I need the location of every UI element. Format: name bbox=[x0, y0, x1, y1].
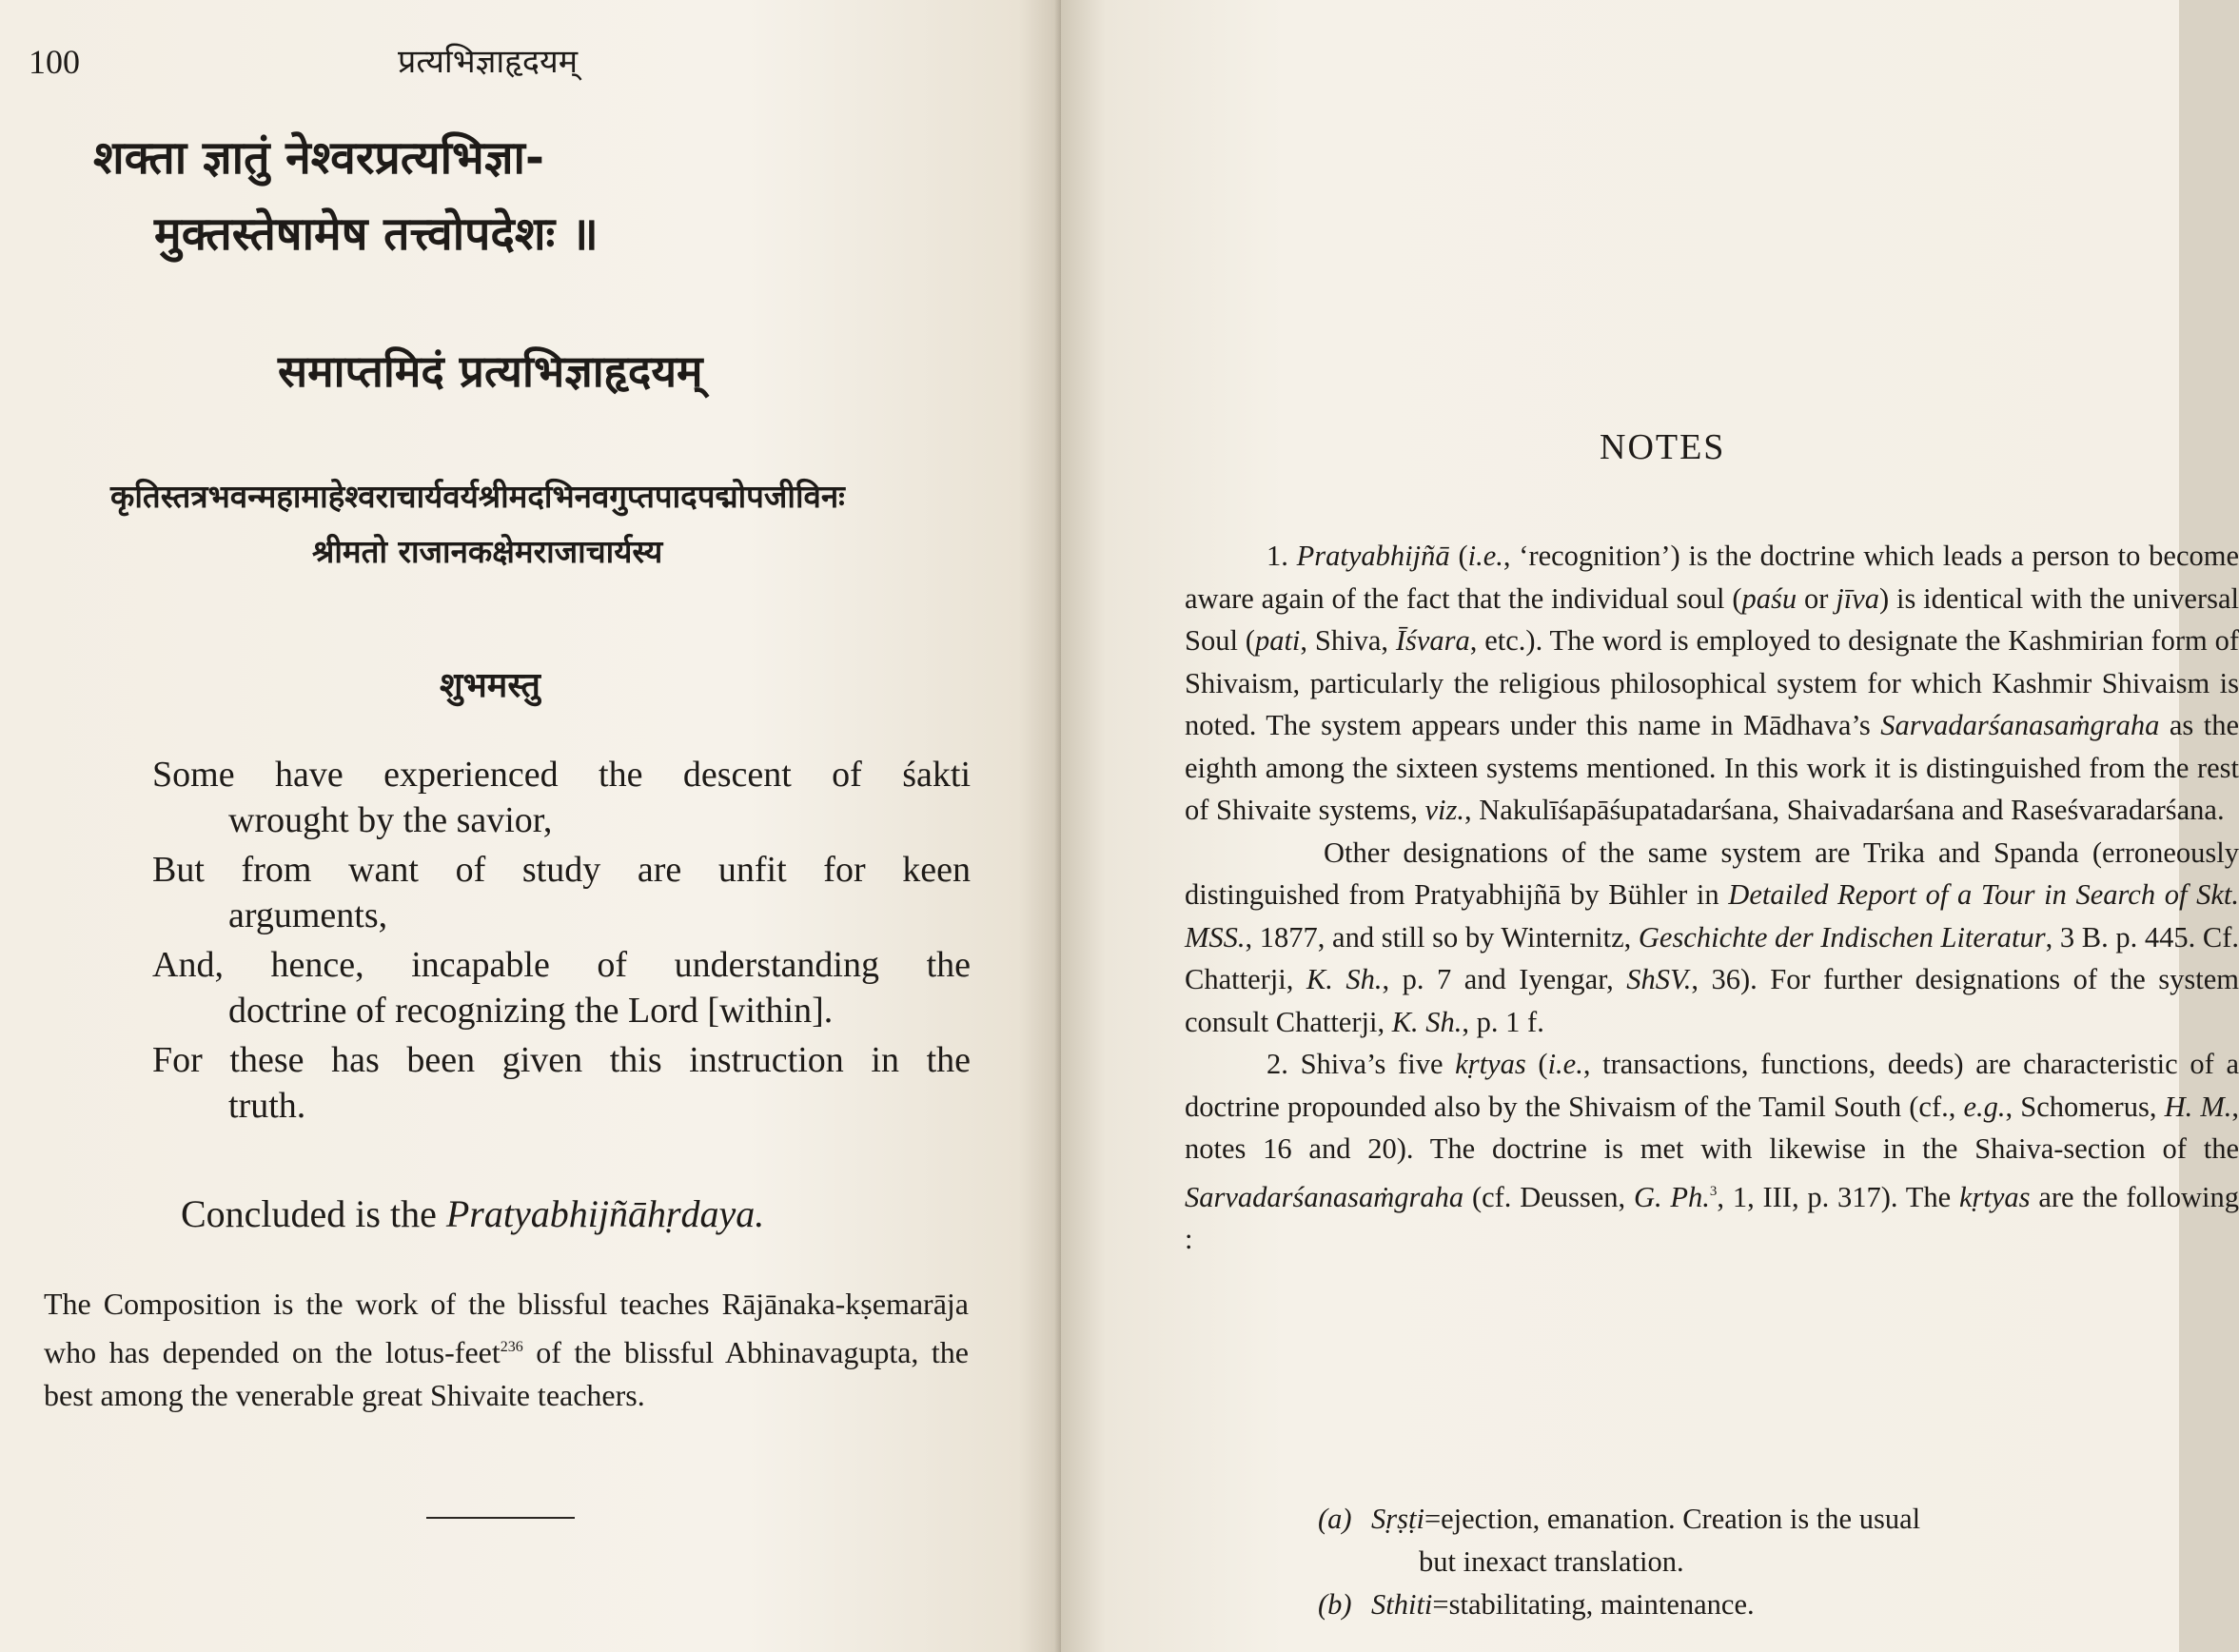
list-label bbox=[1318, 1498, 1371, 1541]
concluded-prefix: Concluded is the bbox=[181, 1192, 446, 1235]
verse-line: Some have experienced the descent of śakti bbox=[152, 755, 971, 795]
verse-line-continuation: truth. bbox=[228, 1086, 306, 1126]
note-text-italic: pati bbox=[1254, 624, 1301, 657]
note-text-italic: G. Ph. bbox=[1633, 1180, 1710, 1213]
list-term: Sṛṣṭi bbox=[1371, 1503, 1424, 1535]
left-page bbox=[0, 0, 1061, 1652]
list-label-text: (b) bbox=[1318, 1588, 1352, 1621]
note-text-italic: jīva bbox=[1836, 581, 1879, 615]
note-text-italic: kṛtyas bbox=[1455, 1048, 1526, 1080]
note-text: ) is identical with the universal Soul ( bbox=[1185, 581, 2239, 657]
note-text-italic: ShSV. bbox=[1626, 963, 1692, 995]
note-text: Shiva’s five bbox=[1300, 1048, 1456, 1080]
note-text-italic: Geschichte der Indischen Literatur bbox=[1638, 920, 2046, 954]
note-text-italic: Pratyabhijñā bbox=[1296, 540, 1450, 572]
note-text: , Nakulīśapāśupatadarśana, Shaivadarśana and Raseśvaradarśana. bbox=[1463, 794, 2225, 826]
verse-stanza bbox=[152, 847, 971, 938]
note-text: , 1877, and still so by Winternitz, bbox=[1245, 920, 1639, 954]
note-text-italic: K. Sh. bbox=[1306, 963, 1383, 995]
list-item bbox=[1318, 1498, 2231, 1583]
note-text: , 1, III, p. 317). The bbox=[1717, 1180, 1959, 1213]
list-description: =stabilitating, maintenance. bbox=[1432, 1588, 1755, 1621]
verse-line: For these has been given this instruction in the bbox=[152, 1040, 971, 1080]
note-text: , ‘recognition’) is the doctrine which leads a person to become aware again of the fact that the individual soul ( bbox=[1185, 540, 2239, 615]
verse-stanza bbox=[152, 752, 971, 843]
note-text-italic: paśu bbox=[1741, 581, 1797, 615]
list-label-text: (a) bbox=[1318, 1503, 1352, 1535]
note-2 bbox=[1185, 1043, 2239, 1261]
note-text: , notes 16 and 20). The doctrine is met with likewise in the Shaiva-section of the bbox=[1185, 1090, 2239, 1165]
note-reference[interactable]: 236 bbox=[500, 1339, 523, 1355]
note-text-italic: i.e. bbox=[1547, 1048, 1583, 1080]
translated-verse bbox=[152, 752, 971, 1129]
verse-stanza bbox=[152, 942, 971, 1033]
list-term: Sthiti bbox=[1371, 1588, 1433, 1621]
verse-line-continuation: arguments, bbox=[228, 895, 388, 935]
note-text-italic: viz. bbox=[1424, 794, 1464, 826]
note-text: , 36). For further designations of the system consult Chatterji, bbox=[1185, 963, 2239, 1038]
page-number: 100 bbox=[29, 43, 80, 81]
translation-text: of the blissful Abhinavagupta, the best among the venerable great Shivaite teachers. bbox=[44, 1335, 970, 1412]
note-1-continued bbox=[1185, 832, 2239, 1044]
note-text-italic: K. Sh. bbox=[1391, 1005, 1463, 1038]
verse-line: But from want of study are unfit for keen bbox=[152, 850, 971, 890]
list-item bbox=[1318, 1583, 2231, 1626]
note-text: as the eighth among the sixteen systems mentioned. In this work it is distinguished from the rest of Shivaite systems, bbox=[1185, 709, 2239, 826]
note-text-italic: Sarvadarśanasaṁgraha bbox=[1880, 709, 2160, 741]
edition-superscript: 3 bbox=[1709, 1183, 1718, 1199]
note-number: 2. bbox=[1267, 1048, 1301, 1080]
notes-body bbox=[1185, 535, 2239, 1261]
note-text: , p. 7 and Iyengar, bbox=[1382, 963, 1627, 995]
note-text: (cf. Deussen, bbox=[1463, 1180, 1634, 1213]
list-description-continuation: but inexact translation. bbox=[1419, 1545, 1684, 1578]
colophon-line-1: कृतिस्तत्रभवन्महामाहेश्वराचार्यवर्यश्रीमदभिनवगुप्तपादपद्मोपजीविनः bbox=[110, 478, 845, 515]
note-text-italic: e.g. bbox=[1963, 1090, 2006, 1123]
benediction: शुभमस्तु bbox=[440, 666, 540, 705]
end-rule bbox=[426, 1517, 575, 1519]
note-1 bbox=[1185, 535, 2239, 832]
verse-line-1: शक्ता ज्ञातुं नेश्वरप्रत्यभिज्ञा- bbox=[93, 131, 544, 185]
running-head: प्रत्यभिज्ञाहृदयम् bbox=[398, 43, 579, 81]
note-text-italic: Īśvara bbox=[1395, 624, 1470, 657]
note-number: 1. bbox=[1267, 540, 1297, 572]
verse-line: And, hence, incapable of understanding the bbox=[152, 945, 971, 985]
note-text: , p. 1 f. bbox=[1462, 1005, 1544, 1038]
note-text: , etc.). The word is employed to designate the Kashmirian form of Shivaism, particularly the religious philosophical system for which Kashmir Shivaism is noted. The system appears under this name in Mādhava’s bbox=[1185, 624, 2239, 741]
verse-line-continuation: doctrine of recognizing the Lord [within]. bbox=[228, 991, 834, 1031]
verse-line-2: मुक्तस्तेषामेष तत्त्वोपदेशः ॥ bbox=[154, 207, 599, 261]
note-text-italic: kṛtyas bbox=[1959, 1180, 2031, 1213]
note-text: ( bbox=[1525, 1048, 1548, 1080]
right-page bbox=[1061, 0, 2239, 1652]
note-text: or bbox=[1797, 581, 1836, 615]
notes-heading: NOTES bbox=[1600, 427, 1726, 467]
conclusion-title: समाप्तमिदं प्रत्यभिज्ञाहृदयम् bbox=[278, 345, 703, 397]
note-text: are the following : bbox=[1185, 1180, 2239, 1255]
note-text-italic: Detailed Report of a Tour in Search of Skt. MSS. bbox=[1185, 878, 2239, 954]
note-text: , 3 B. p. 445. Cf. Chatterji, bbox=[1185, 920, 2239, 995]
note-text-italic: H. M. bbox=[2164, 1090, 2232, 1123]
note-text: , Shiva, bbox=[1300, 624, 1396, 657]
note-text: , transactions, functions, deeds) are characteristic of a doctrine propounded also by the Shivaism of the Tamil South (cf., bbox=[1185, 1048, 2239, 1123]
list-label bbox=[1318, 1583, 1371, 1626]
concluded-work-title: Pratyabhijñāhṛdaya. bbox=[445, 1192, 765, 1235]
note-text: , Schomerus, bbox=[2005, 1090, 2165, 1123]
translation-text: The Composition is the work of the blissful teaches Rājānaka-kṣemarāja who has depended on the lotus-feet bbox=[44, 1287, 969, 1369]
note-text-italic: Sarvadarśanasaṁgraha bbox=[1185, 1180, 1464, 1213]
colophon-line-2: श्रीमतो राजानकक्षेमराजाचार्यस्य bbox=[312, 533, 663, 570]
note-text: ( bbox=[1449, 540, 1468, 572]
list-description: =ejection, emanation. Creation is the usual bbox=[1424, 1503, 1921, 1535]
kritya-list bbox=[1318, 1498, 2231, 1626]
note-text-italic: i.e. bbox=[1467, 540, 1503, 572]
verse-line-continuation: wrought by the savior, bbox=[228, 800, 553, 840]
note-text: Other designations of the same system are Trika and Spanda (erroneously distinguished from Pratyabhijñā by Bühler in bbox=[1185, 836, 2239, 911]
verse-stanza bbox=[152, 1037, 971, 1129]
colophon-translation bbox=[44, 1283, 969, 1417]
concluded-line bbox=[181, 1191, 764, 1236]
